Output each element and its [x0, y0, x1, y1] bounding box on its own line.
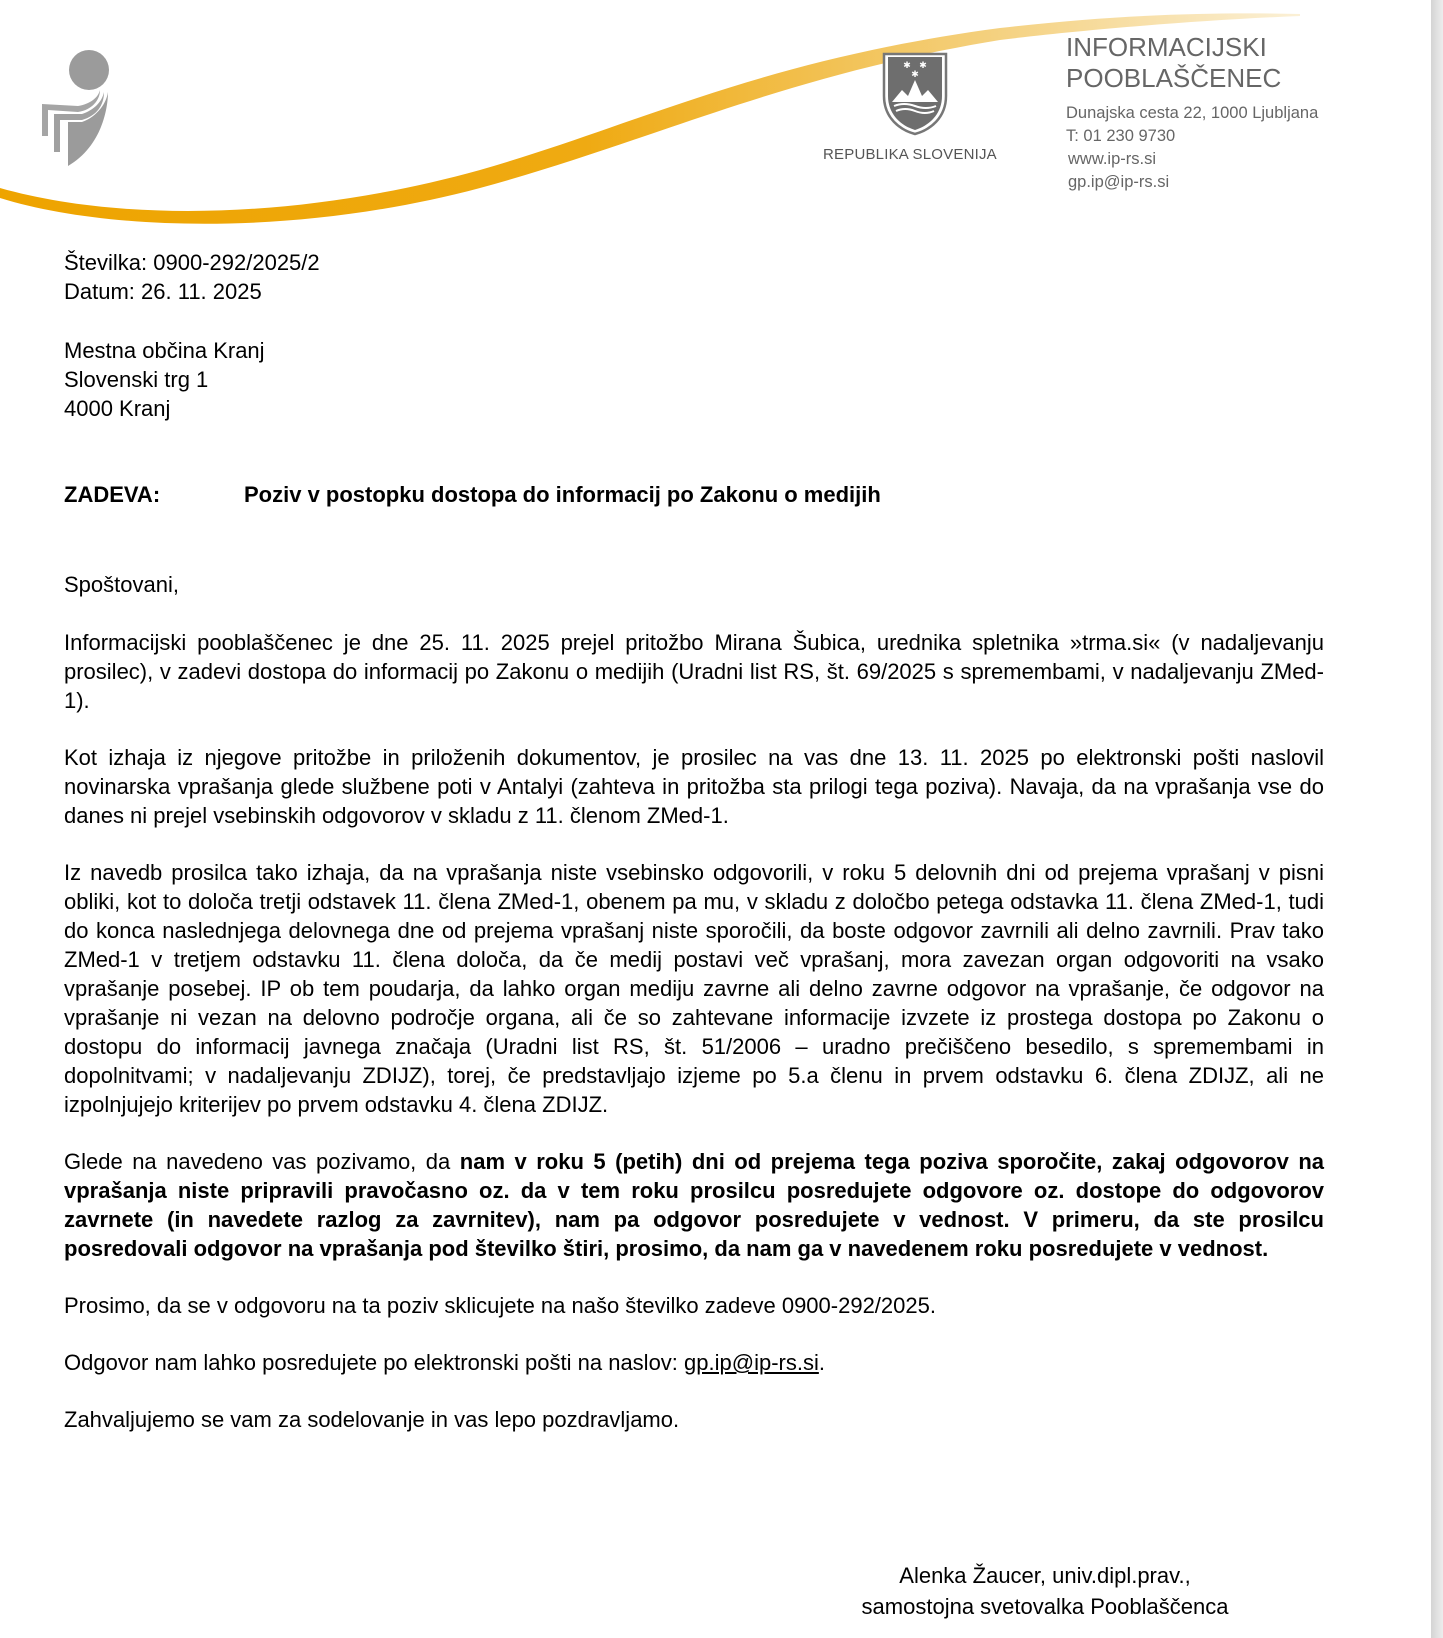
- org-title-line2: POOBLAŠČENEC: [1066, 63, 1282, 93]
- recipient-address: [64, 336, 265, 423]
- svg-text:✱: ✱: [919, 60, 927, 70]
- email-link[interactable]: gp.ip@ip-rs.si: [684, 1350, 819, 1375]
- org-website[interactable]: www.ip-rs.si: [1068, 150, 1157, 168]
- paragraph-4-plain: Glede na navedeno vas pozivamo, da: [64, 1149, 460, 1174]
- org-title-line1: INFORMACIJSKI: [1066, 32, 1267, 62]
- ip-logo-icon: [38, 48, 118, 166]
- org-contact-info: [1066, 102, 1318, 194]
- coat-of-arms-icon: [880, 52, 950, 136]
- republika-slovenija-label: REPUBLIKA SLOVENIJA: [823, 146, 997, 163]
- subject-line: [64, 482, 881, 508]
- signatory-name: Alenka Žaucer, univ.dipl.prav.,: [899, 1563, 1191, 1588]
- subject-label: ZADEVA:: [64, 482, 161, 507]
- recipient-line2: Slovenski trg 1: [64, 367, 209, 392]
- subject-text: Poziv v postopku dostopa do informacij po Zakonu o medijih: [244, 482, 881, 507]
- paragraph-2: Kot izhaja iz njegove pritožbe in priloženih dokumentov, je prosilec na vas dne 13. 11. 2025 po elektronski pošti naslovil novinarska vprašanja glede službene poti v Antalyi (zahteva in pritožba sta prilogi tega poziva). Navaja, da na vprašanja vse do danes ni prejel vsebinskih odgovorov v skladu z 11. členom ZMed-1.: [64, 745, 1324, 828]
- org-title: [1066, 32, 1281, 94]
- paragraph-5: Prosimo, da se v odgovoru na ta poziv sklicujete na našo številko zadeve 0900-292/2025.: [64, 1293, 936, 1318]
- paragraph-4-bold: nam v roku 5 (petih) dni od prejema tega poziva sporočite, zakaj odgovorov na vprašanja niste pripravili pravočasno oz. da v tem roku prosilcu posredujete odgovore oz. dostope do odgovorov zavrnete (in navedete razlog za zavrnitev), nam pa odgovor posredujete v vednost. V primeru, da ste prosilcu posredovali odgovor na vprašanja pod številko štiri, prosimo, da nam ga v navedenem roku posredujete v vednost.: [64, 1149, 1324, 1261]
- signatory-title: samostojna svetovalka Pooblaščenca: [861, 1594, 1229, 1619]
- org-address: Dunajska cesta 22, 1000 Ljubljana: [1066, 104, 1319, 122]
- org-email[interactable]: gp.ip@ip-rs.si: [1068, 173, 1170, 191]
- document-meta: [64, 248, 320, 306]
- paragraph-1: Informacijski pooblaščenec je dne 25. 11. 2025 prejel pritožbo Mirana Šubica, urednika spletnika »trma.si« (v nadaljevanju prosilec), v zadevi dostopa do informacij po Zakonu o medijih (Uradni list RS, št. 69/2025 s spremembami, v nadaljevanju ZMed-1).: [64, 630, 1324, 713]
- signature-block: [830, 1560, 1260, 1622]
- paragraph-6-plain: Odgovor nam lahko posredujete po elektronski pošti na naslov:: [64, 1350, 685, 1375]
- paragraph-6: [64, 1348, 1324, 1377]
- svg-text:✱: ✱: [911, 69, 919, 79]
- paragraph-6-end: .: [818, 1350, 825, 1375]
- paragraph-4: [64, 1147, 1324, 1263]
- recipient-line1: Mestna občina Kranj: [64, 338, 265, 363]
- vertical-scrollbar[interactable]: [1431, 0, 1443, 1638]
- letter-body: [64, 570, 1324, 1462]
- paragraph-7: Zahvaljujemo se vam za sodelovanje in vas lepo pozdravljamo.: [64, 1407, 680, 1432]
- org-phone: T: 01 230 9730: [1066, 127, 1176, 145]
- document-number: Številka: 0900-292/2025/2: [64, 250, 320, 275]
- greeting: Spoštovani,: [64, 572, 179, 597]
- svg-text:✱: ✱: [903, 60, 911, 70]
- paragraph-3: Iz navedb prosilca tako izhaja, da na vprašanja niste vsebinsko odgovorili, v roku 5 delovnih dni od prejema vprašanj v pisni obliki, kot to določa tretji odstavek 11. člena ZMed-1, obenem pa mu, v skladu z določbo petega odstavka 11. člena ZMed-1, tudi do konca naslednjega delovnega dne od prejema vprašanj niste sporočili, da boste odgovor zavrnili ali delno zavrnili. Prav tako ZMed-1 v tretjem odstavku 11. člena določa, da če medij postavi več vprašanj, mora zavezan organ odgovoriti na vsako vprašanje posebej. IP ob tem poudarja, da lahko organ mediju zavrne ali delno zavrne odgovor na vprašanje, če odgovor na vprašanje ni vezan na delovno področje organa, ali če so zahtevane informacije izvzete iz prostega dostopa po Zakonu o dostopu do informacij javnega značaja (Uradni list RS, št. 51/2006 – uradno prečiščeno besedilo, s spremembami in dopolnitvami; v nadaljevanju ZDIJZ), torej, če predstavljajo izjeme po 5.a členu in prvem odstavku 6. člena ZDIJZ, ali ne izpolnjujejo kriterijev po prvem odstavku 4. člena ZDIJZ.: [64, 860, 1324, 1117]
- document-date: Datum: 26. 11. 2025: [64, 279, 262, 304]
- recipient-line3: 4000 Kranj: [64, 396, 171, 421]
